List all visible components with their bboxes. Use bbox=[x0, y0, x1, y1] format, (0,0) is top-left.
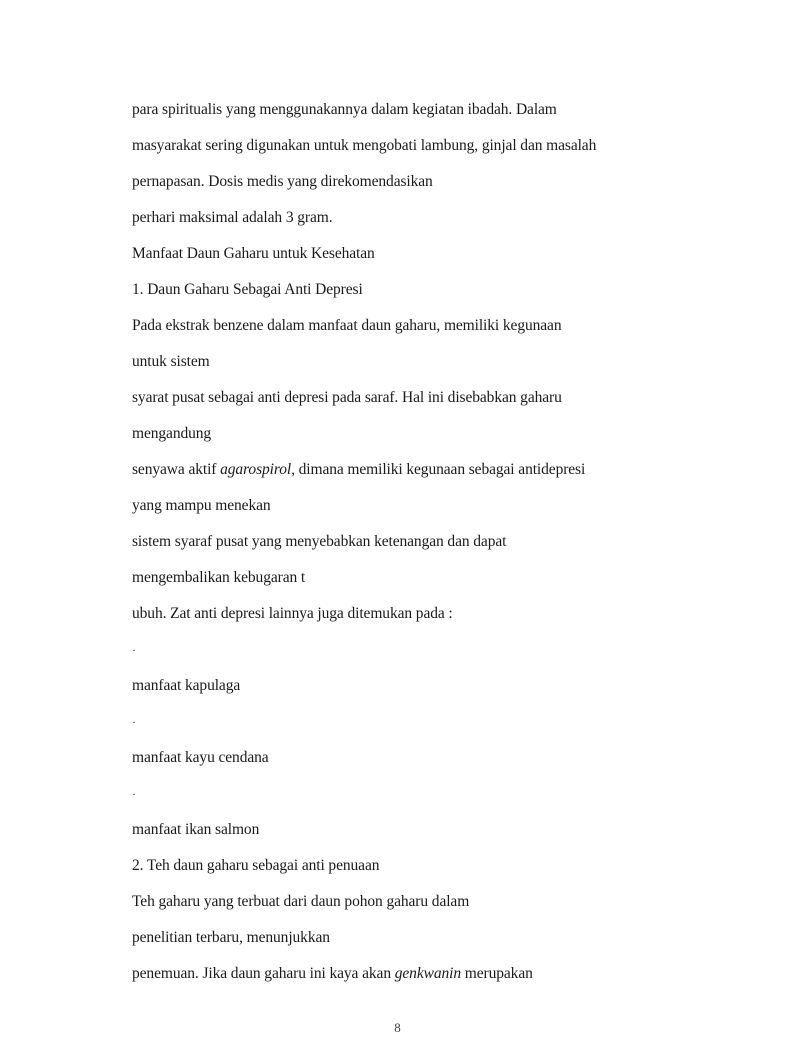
text-line: ubuh. Zat anti depresi lainnya juga ditemukan pada : bbox=[132, 605, 453, 622]
text-line: sistem syaraf pusat yang menyebabkan ketenangan dan dapat bbox=[132, 533, 507, 550]
text-line: para spiritualis yang menggunakannya dalam kegiatan ibadah. Dalam bbox=[132, 101, 557, 118]
italic-term: agarospirol, bbox=[220, 461, 295, 478]
italic-term: genkwanin bbox=[394, 965, 462, 982]
text-segment: merupakan bbox=[461, 965, 533, 982]
text-line-agarospirol bbox=[132, 460, 585, 480]
text-line: perhari maksimal adalah 3 gram. bbox=[132, 209, 333, 226]
list-item: manfaat kayu cendana bbox=[132, 749, 269, 766]
bullet-marker: · bbox=[132, 643, 136, 657]
text-segment: dimana memiliki kegunaan sebagai antidepresi bbox=[294, 461, 586, 478]
text-line: untuk sistem bbox=[132, 353, 210, 370]
list-item: manfaat ikan salmon bbox=[132, 821, 260, 838]
text-line: pernapasan. Dosis medis yang direkomendasikan bbox=[132, 173, 433, 190]
text-line: yang mampu menekan bbox=[132, 497, 271, 514]
text-line: Teh gaharu yang terbuat dari daun pohon gaharu dalam bbox=[132, 893, 470, 910]
text-line: penelitian terbaru, menunjukkan bbox=[132, 929, 330, 946]
bullet-marker: · bbox=[132, 715, 136, 729]
text-line-genkwanin bbox=[132, 964, 533, 984]
text-line: Pada ekstrak benzene dalam manfaat daun gaharu, memiliki kegunaan bbox=[132, 317, 562, 334]
page-number: 8 bbox=[394, 1020, 401, 1035]
subsection-heading: 2. Teh daun gaharu sebagai anti penuaan bbox=[132, 857, 380, 874]
text-segment: penemuan. Jika daun gaharu ini kaya akan bbox=[132, 965, 395, 982]
text-segment: senyawa aktif bbox=[132, 461, 221, 478]
text-line: mengembalikan kebugaran t bbox=[132, 569, 306, 586]
list-item: manfaat kapulaga bbox=[132, 677, 241, 694]
text-line: syarat pusat sebagai anti depresi pada saraf. Hal ini disebabkan gaharu bbox=[132, 389, 562, 406]
subsection-heading: 1. Daun Gaharu Sebagai Anti Depresi bbox=[132, 281, 363, 298]
text-line: masyarakat sering digunakan untuk mengobati lambung, ginjal dan masalah bbox=[132, 137, 597, 154]
section-heading: Manfaat Daun Gaharu untuk Kesehatan bbox=[132, 245, 375, 262]
text-line: mengandung bbox=[132, 425, 212, 442]
bullet-marker: · bbox=[132, 787, 136, 801]
